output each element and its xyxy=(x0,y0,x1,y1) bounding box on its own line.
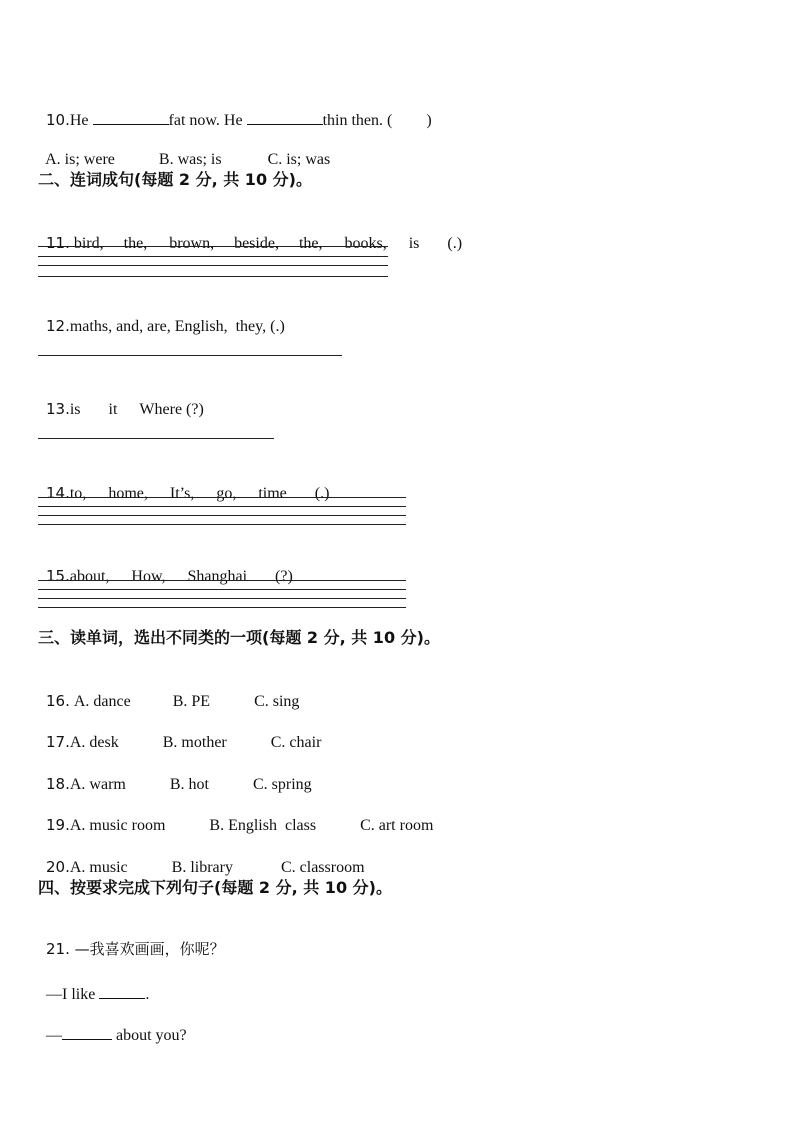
question-number: 20. xyxy=(46,858,70,876)
question-text: fat now. He xyxy=(168,112,247,129)
answer-blank[interactable] xyxy=(62,1023,112,1040)
dialogue-text: —I like xyxy=(46,986,100,1003)
question-number: 17. xyxy=(46,733,70,751)
question-11 xyxy=(38,213,462,254)
word: bird, xyxy=(73,235,104,252)
answer-line[interactable] xyxy=(38,589,406,590)
word: the, xyxy=(298,235,323,252)
word: beside, xyxy=(234,235,279,252)
option-a[interactable]: A. warm xyxy=(69,776,126,793)
option-b[interactable]: B. hot xyxy=(169,776,209,793)
answer-line[interactable] xyxy=(38,515,406,516)
section-2-title: 二、连词成句(每题 2 分, 共 10 分)。 xyxy=(38,170,312,189)
answer-line[interactable] xyxy=(38,598,406,599)
option-c[interactable]: C. chair xyxy=(270,734,322,751)
question-number: 12. xyxy=(46,317,70,335)
question-16 xyxy=(38,671,299,712)
answer-line[interactable] xyxy=(38,256,388,257)
answer-blank[interactable] xyxy=(247,108,323,125)
answer-line[interactable] xyxy=(38,580,406,581)
question-number: 15. xyxy=(46,567,70,585)
question-12 xyxy=(38,296,285,337)
question-21-line-2 xyxy=(38,1003,187,1046)
answer-line[interactable] xyxy=(38,438,274,439)
word: to, xyxy=(69,485,87,502)
option-a[interactable]: A. desk xyxy=(69,734,119,751)
option-a[interactable]: A. music xyxy=(69,859,128,876)
question-text: maths, and, are, English, they, (.) xyxy=(69,318,285,335)
word: time xyxy=(258,485,287,502)
section-3-title: 三、读单词，选出不同类的一项(每题 2 分, 共 10 分)。 xyxy=(38,628,440,647)
option-b[interactable]: B. mother xyxy=(162,734,227,751)
word: is xyxy=(408,235,420,252)
question-number: 13. xyxy=(46,400,70,418)
answer-line[interactable] xyxy=(38,524,406,525)
option-a[interactable]: A. is; were xyxy=(45,151,115,168)
question-number: 16. xyxy=(46,692,70,710)
word: is xyxy=(69,401,81,418)
option-c[interactable]: C. classroom xyxy=(280,859,365,876)
word: Where (?) xyxy=(139,401,204,418)
question-text: thin then. ( xyxy=(322,112,393,129)
question-number: 19. xyxy=(46,816,70,834)
dialogue-text: . xyxy=(145,986,150,1003)
dialogue-text: about you? xyxy=(112,1027,187,1044)
answer-line[interactable] xyxy=(38,506,406,507)
question-text: ) xyxy=(426,112,432,129)
dialogue-text: — xyxy=(46,1027,62,1044)
question-20 xyxy=(38,837,365,878)
answer-line[interactable] xyxy=(38,276,388,277)
question-10-options xyxy=(38,130,330,170)
option-b[interactable]: B. English class xyxy=(209,817,317,834)
question-18 xyxy=(38,754,312,795)
answer-blank[interactable] xyxy=(93,108,169,125)
option-c[interactable]: C. is; was xyxy=(267,151,331,168)
question-17 xyxy=(38,712,321,753)
word: How, xyxy=(131,568,166,585)
word: (.) xyxy=(314,485,330,502)
question-number: 11. xyxy=(46,234,70,252)
word: books, xyxy=(344,235,387,252)
question-number: 10. xyxy=(46,111,70,129)
question-13 xyxy=(38,379,204,420)
word: Shanghai xyxy=(187,568,248,585)
option-b[interactable]: B. PE xyxy=(172,693,211,710)
word: it xyxy=(108,401,118,418)
answer-line[interactable] xyxy=(38,265,388,266)
option-c[interactable]: C. sing xyxy=(254,693,300,710)
option-b[interactable]: B. library xyxy=(171,859,233,876)
question-21 xyxy=(38,919,225,960)
word: It’s, xyxy=(169,485,195,502)
word: about, xyxy=(69,568,110,585)
question-10 xyxy=(38,88,432,131)
section-4-title: 四、按要求完成下列句子(每题 2 分, 共 10 分)。 xyxy=(38,878,392,897)
word: (?) xyxy=(275,568,293,585)
question-number: 18. xyxy=(46,775,70,793)
answer-line[interactable] xyxy=(38,355,342,356)
word: (.) xyxy=(447,235,463,252)
option-a[interactable]: A. dance xyxy=(73,693,131,710)
word: home, xyxy=(108,485,148,502)
question-prompt: —我喜欢画画，你呢？ xyxy=(69,940,225,958)
answer-line[interactable] xyxy=(38,246,388,247)
question-number: 14. xyxy=(46,484,70,502)
answer-blank[interactable] xyxy=(99,982,145,999)
option-c[interactable]: C. art room xyxy=(360,817,434,834)
word: the, xyxy=(123,235,148,252)
question-21-line-1 xyxy=(38,962,149,1005)
word: brown, xyxy=(169,235,215,252)
answer-line[interactable] xyxy=(38,607,406,608)
question-19 xyxy=(38,795,433,836)
question-number: 21. xyxy=(46,940,70,958)
answer-line[interactable] xyxy=(38,497,406,498)
option-c[interactable]: C. spring xyxy=(252,776,312,793)
word: go, xyxy=(216,485,237,502)
option-a[interactable]: A. music room xyxy=(69,817,166,834)
question-text: He xyxy=(69,112,93,129)
option-b[interactable]: B. was; is xyxy=(158,151,222,168)
